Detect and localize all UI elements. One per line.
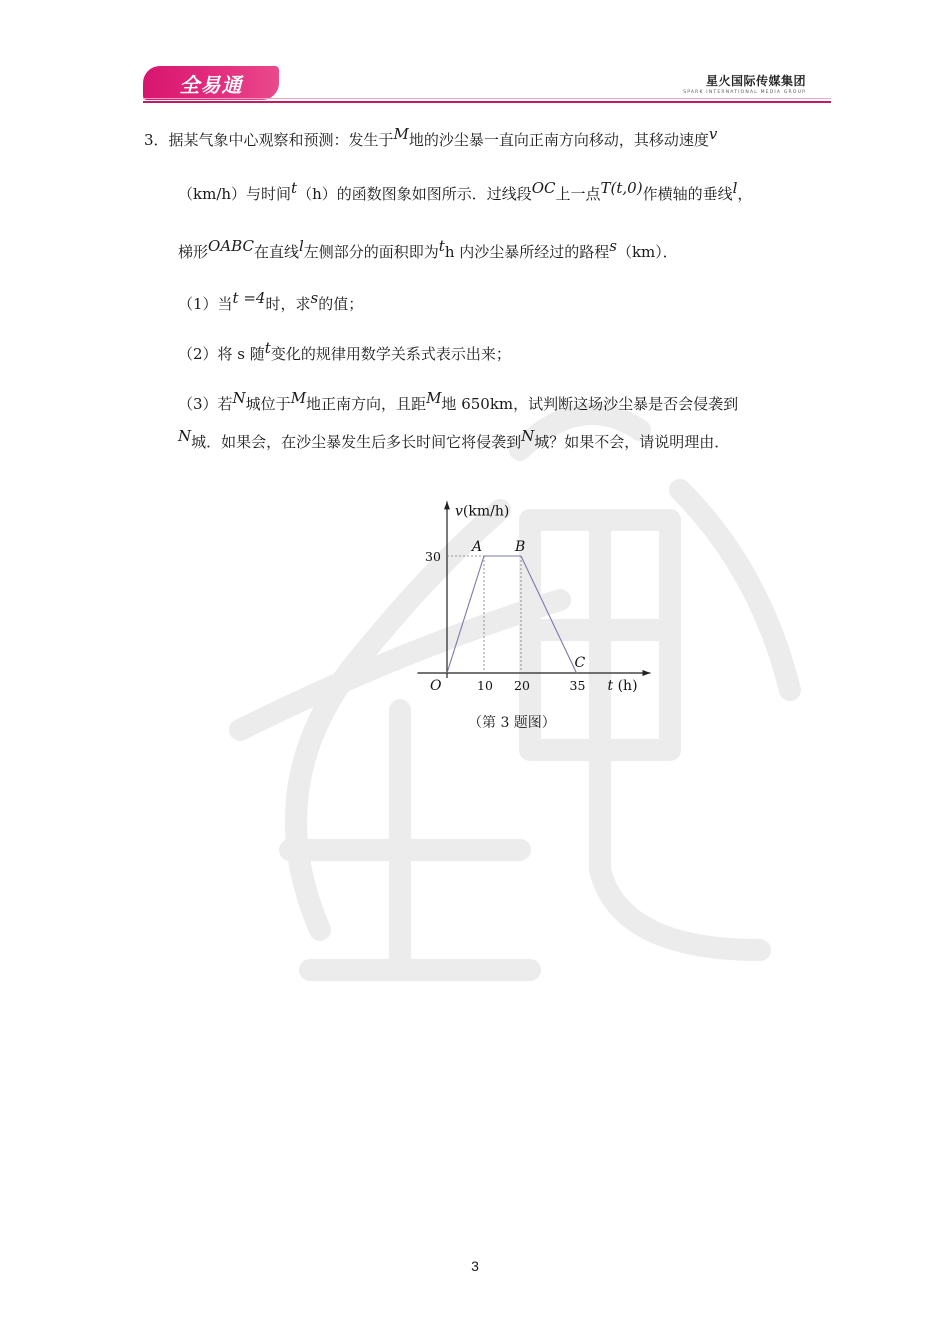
brand-name: 星火国际传媒集团 [705, 74, 806, 88]
text-segment: 3．据某气象中心观察和预测：发生于 [144, 131, 394, 149]
text-segment: 地的沙尘暴一直向正南方向移动，其移动速度 [408, 131, 709, 149]
text-segment: 梯形 [178, 243, 209, 261]
text-segment: （2）将 s 随 [178, 345, 265, 363]
var-t: t [291, 179, 298, 197]
point-label-B: B [515, 539, 526, 555]
text-segment: （3）若 [178, 395, 233, 413]
text-segment: 变化的规律用数学关系式表示出来； [270, 345, 511, 363]
var-t: t [438, 237, 445, 255]
segment-BC [521, 556, 577, 673]
problem-line-1 [144, 125, 718, 150]
var-M: M [290, 389, 307, 407]
question-3-line-1 [178, 389, 739, 414]
x-tick-20: 20 [514, 678, 530, 693]
text-segment: （h）的函数图象如图所示．过线段 [297, 185, 532, 203]
text-segment: 左侧部分的面积即为 [303, 243, 439, 261]
var-s: s [609, 237, 617, 255]
y-tick-30: 30 [425, 549, 441, 564]
text-segment: （km）． [616, 243, 678, 261]
var-N: N [178, 427, 192, 445]
velocity-time-chart [400, 495, 660, 700]
y-axis-arrow [444, 501, 450, 509]
text-segment: 上一点 [555, 185, 601, 203]
text-segment: 城？如果不会，请说明理由． [534, 433, 730, 451]
chart-axes [417, 501, 650, 678]
logo: 全易通 [143, 66, 279, 100]
problem-line-2 [178, 179, 753, 204]
question-2 [178, 339, 511, 364]
var-OABC: OABC [208, 237, 254, 255]
text-segment: 地 650km，试判断这场沙尘暴是否会侵袭到 [441, 395, 739, 413]
var-T: T(t,0) [600, 179, 643, 197]
point-label-C: C [574, 655, 586, 671]
header-divider [143, 101, 831, 103]
equation: t =4 [232, 289, 266, 307]
figure-caption: （第 3 题图） [468, 715, 556, 731]
var-M: M [393, 125, 409, 143]
question-3-line-2 [178, 427, 730, 452]
text-segment: （km/h）与时间 [178, 185, 292, 203]
var-M: M [426, 389, 442, 407]
text-segment: 地正南方向，且距 [306, 395, 427, 413]
x-axis-arrow [643, 670, 651, 676]
x-tick-35: 35 [569, 678, 586, 693]
var-l: l [732, 179, 738, 197]
text-segment: ， [737, 185, 753, 203]
chart-labels [425, 503, 638, 694]
text-segment: h 内沙尘暴所经过的路程 [444, 243, 610, 261]
text-segment: （1）当 [178, 295, 233, 313]
problem-line-3 [178, 237, 678, 262]
x-tick-10: 10 [477, 678, 493, 693]
question-1 [178, 289, 364, 314]
var-v: v [708, 125, 718, 143]
text-segment: 作横轴的垂线 [642, 185, 733, 203]
text-segment: 在直线 [253, 243, 299, 261]
var-l: l [298, 237, 304, 255]
var-N: N [232, 389, 246, 407]
chart-guides [447, 556, 521, 673]
text-segment: 时，求 [265, 295, 311, 313]
var-t: t [264, 339, 271, 357]
y-axis-label: v(km/h) [455, 503, 510, 520]
var-N: N [521, 427, 535, 445]
chart-series [447, 556, 577, 673]
var-s: s [310, 289, 319, 307]
text-segment: 的值； [318, 295, 364, 313]
origin-label: O [430, 678, 442, 694]
brand-name-en: SPARK INTERNATIONAL MEDIA GROUP [683, 90, 806, 95]
point-label-A: A [472, 539, 483, 555]
text-segment: 城位于 [245, 395, 291, 413]
page-number: 3 [471, 1258, 479, 1274]
var-OC: OC [531, 179, 556, 197]
x-axis-label: t (h) [607, 678, 638, 694]
brand-block [683, 72, 806, 95]
segment-OA [447, 556, 484, 673]
text-segment: 城．如果会，在沙尘暴发生后多长时间它将侵袭到 [191, 433, 522, 451]
header-divider-thin [143, 98, 831, 99]
